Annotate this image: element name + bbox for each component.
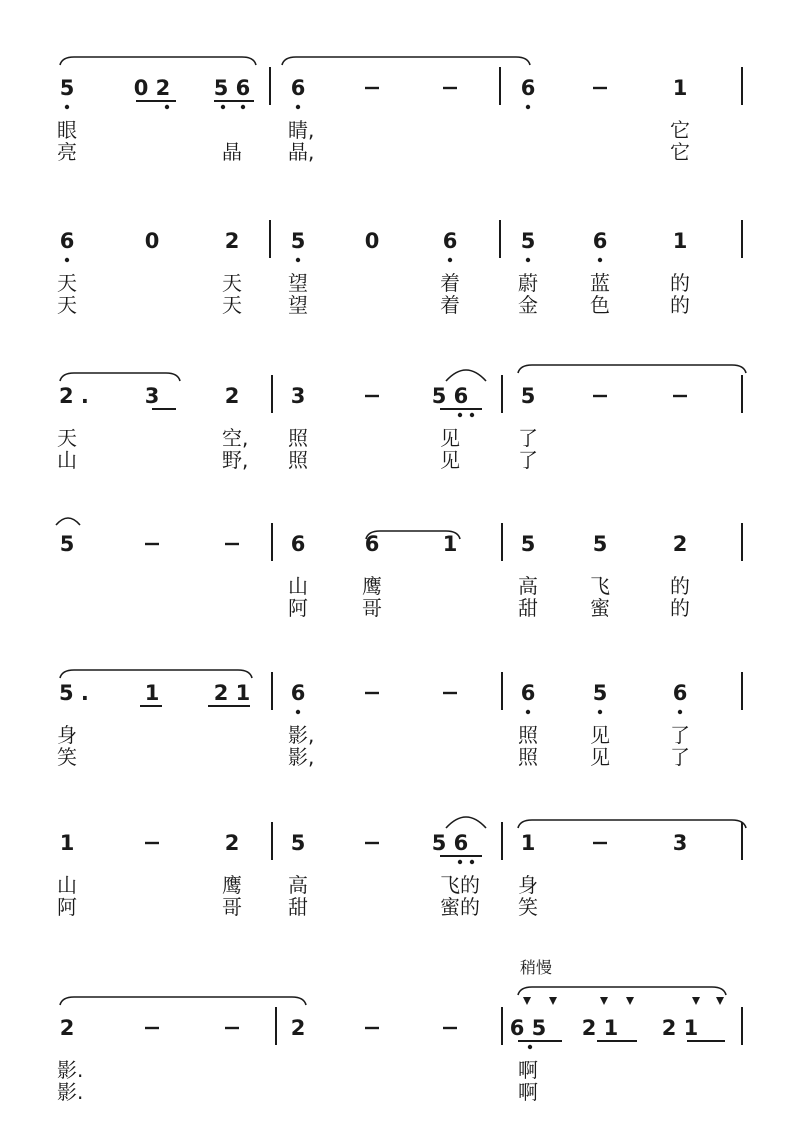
lyric-verse2: 望 <box>288 293 308 317</box>
note-pair: 2 1 <box>581 1016 619 1040</box>
low-octave-dot <box>470 413 474 417</box>
low-octave-dot <box>296 710 300 714</box>
lyric-verse1: 鹰 <box>222 873 242 897</box>
note: 5 <box>290 831 306 855</box>
tie-line <box>518 987 726 995</box>
note: 2 <box>224 831 240 855</box>
note: 2 <box>224 384 240 408</box>
lyric-verse1: 山 <box>288 574 308 598</box>
lyric-verse2: 啊 <box>518 1080 538 1104</box>
low-octave-dot <box>528 1045 532 1049</box>
low-octave-dot <box>526 105 530 109</box>
accent-mark <box>716 997 724 1005</box>
lyric-verse1: 睛, <box>288 118 315 142</box>
slur-arc <box>56 518 80 525</box>
note: 3 <box>290 384 306 408</box>
tie-line <box>518 820 746 828</box>
note-pair: 5 6 <box>213 76 251 100</box>
note: 6 <box>59 229 75 253</box>
lyric-verse1: 眼 <box>57 118 77 142</box>
note: 6 <box>592 229 608 253</box>
lyric-verse1: 望 <box>288 271 308 295</box>
tie-line <box>282 57 530 65</box>
lyric-verse1: 天 <box>222 271 242 295</box>
lyric-verse2: 见 <box>440 448 460 472</box>
lyric-verse2: 了 <box>670 745 690 769</box>
low-octave-dot <box>458 413 462 417</box>
lyric-verse1: 空, <box>222 426 249 450</box>
lyric-verse2: 笑 <box>518 895 538 919</box>
tie-line <box>60 997 306 1005</box>
low-octave-dot <box>448 258 452 262</box>
lyric-verse2: 阿 <box>57 895 77 919</box>
lyric-verse2: 蜜的 <box>440 895 480 919</box>
note: 1 <box>442 532 458 556</box>
note: 0 <box>364 229 380 253</box>
note: 0 <box>144 229 160 253</box>
lyric-verse1: 飞的 <box>440 873 480 897</box>
lyric-verse2: 哥 <box>222 895 242 919</box>
note: 6 <box>442 229 458 253</box>
note: 1 <box>520 831 536 855</box>
lyric-verse1: 天 <box>57 271 77 295</box>
lyric-verse2: 金 <box>518 293 538 317</box>
lyric-verse2: 晶 <box>222 140 242 164</box>
accent-mark <box>626 997 634 1005</box>
note: 2 <box>290 1016 306 1040</box>
lyric-verse2: 野, <box>222 448 249 472</box>
note: 6 <box>364 532 380 556</box>
note-pair: 5 6 <box>431 384 469 408</box>
low-octave-dot <box>296 258 300 262</box>
lyric-verse1: 蓝 <box>590 271 610 295</box>
tie-line <box>518 365 746 373</box>
low-octave-dot <box>598 258 602 262</box>
lyric-verse2: 天 <box>222 293 242 317</box>
lyric-verse1: 高 <box>288 873 308 897</box>
lyric-verse1: 身 <box>57 723 77 747</box>
note: 6 <box>520 681 536 705</box>
note: 2 <box>59 1016 75 1040</box>
note: 1 <box>144 681 160 705</box>
note: 2 <box>672 532 688 556</box>
lyric-verse2: 晶, <box>288 140 315 164</box>
note-pair: 5 6 <box>431 831 469 855</box>
note: 5 <box>520 384 536 408</box>
lyric-verse2: 笑 <box>57 745 77 769</box>
lyric-verse1: 着 <box>440 271 460 295</box>
low-octave-dot <box>65 258 69 262</box>
lyric-verse2: 山 <box>57 448 77 472</box>
lyric-verse2: 甜 <box>288 895 308 919</box>
lyric-verse2: 照 <box>518 745 538 769</box>
lyric-verse2: 甜 <box>518 596 538 620</box>
lyric-verse2: 照 <box>288 448 308 472</box>
lyric-verse2: 了 <box>518 448 538 472</box>
note: 5 <box>592 681 608 705</box>
low-octave-dot <box>296 105 300 109</box>
lyric-verse2: 阿 <box>288 596 308 620</box>
note: 3 <box>144 384 160 408</box>
lyric-verse2: 见 <box>590 745 610 769</box>
low-octave-dot <box>526 710 530 714</box>
accent-mark <box>692 997 700 1005</box>
low-octave-dot <box>458 860 462 864</box>
low-octave-dot <box>165 105 169 109</box>
accent-mark <box>523 997 531 1005</box>
lyric-verse1: 影, <box>288 723 315 747</box>
lyric-verse1: 山 <box>57 873 77 897</box>
lyric-verse1: 见 <box>590 723 610 747</box>
lyric-verse2: 它 <box>670 140 690 164</box>
note-pair: 2 1 <box>213 681 251 705</box>
low-octave-dot <box>221 105 225 109</box>
lyric-verse1: 照 <box>518 723 538 747</box>
note: 3 <box>672 831 688 855</box>
lyric-verse1: 照 <box>288 426 308 450</box>
note: 6 <box>672 681 688 705</box>
note: 5 <box>520 532 536 556</box>
lyric-verse2: 亮 <box>57 140 77 164</box>
lyric-verse1: 的 <box>670 271 690 295</box>
note: 6 <box>290 532 306 556</box>
lyric-verse2: 着 <box>440 293 460 317</box>
low-octave-dot <box>470 860 474 864</box>
slur-arc <box>446 370 486 381</box>
lyric-verse1: 见 <box>440 426 460 450</box>
low-octave-dot <box>241 105 245 109</box>
note: 5 <box>290 229 306 253</box>
tie-line <box>60 670 252 678</box>
note: 1 <box>672 229 688 253</box>
low-octave-dot <box>526 258 530 262</box>
lyric-verse2: 的 <box>670 293 690 317</box>
note-pair: 6 5 <box>509 1016 547 1040</box>
note: 1 <box>59 831 75 855</box>
lyric-verse1: 影. <box>57 1058 84 1082</box>
slur-arc <box>446 817 486 828</box>
lyric-verse1: 啊 <box>518 1058 538 1082</box>
note: 6 <box>520 76 536 100</box>
note: 6 <box>290 76 306 100</box>
note: 6 <box>290 681 306 705</box>
low-octave-dot <box>65 105 69 109</box>
lyric-verse2: 色 <box>590 293 610 317</box>
tie-line <box>60 373 180 381</box>
note: 5 <box>59 76 75 100</box>
lyric-verse2: 蜜 <box>590 596 610 620</box>
note: 5 <box>520 229 536 253</box>
lyric-verse1: 了 <box>670 723 690 747</box>
accent-mark <box>600 997 608 1005</box>
note: 5 <box>592 532 608 556</box>
lyric-verse1: 高 <box>518 574 538 598</box>
tie-line <box>60 57 256 65</box>
note: 2 . <box>59 384 89 408</box>
lyric-verse2: 影. <box>57 1080 84 1104</box>
low-octave-dot <box>678 710 682 714</box>
lyric-verse1: 鹰 <box>362 574 382 598</box>
lyric-verse1: 蔚 <box>518 271 538 295</box>
lyric-verse1: 了 <box>518 426 538 450</box>
lyric-verse2: 天 <box>57 293 77 317</box>
low-octave-dot <box>598 710 602 714</box>
lyric-verse1: 飞 <box>590 574 610 598</box>
lyric-verse2: 哥 <box>362 596 382 620</box>
note: 1 <box>672 76 688 100</box>
lyric-verse1: 它 <box>670 118 690 142</box>
note-pair: 2 1 <box>661 1016 699 1040</box>
lyric-verse1: 身 <box>518 873 538 897</box>
lyric-verse1: 的 <box>670 574 690 598</box>
note: 2 <box>224 229 240 253</box>
lyric-verse2: 的 <box>670 596 690 620</box>
note-pair: 0 2 <box>133 76 171 100</box>
note: 5 <box>59 532 75 556</box>
lyric-verse2: 影, <box>288 745 315 769</box>
note: 5 . <box>59 681 89 705</box>
accent-mark <box>549 997 557 1005</box>
tempo-mark: 稍慢 <box>520 958 553 977</box>
lyric-verse1: 天 <box>57 426 77 450</box>
